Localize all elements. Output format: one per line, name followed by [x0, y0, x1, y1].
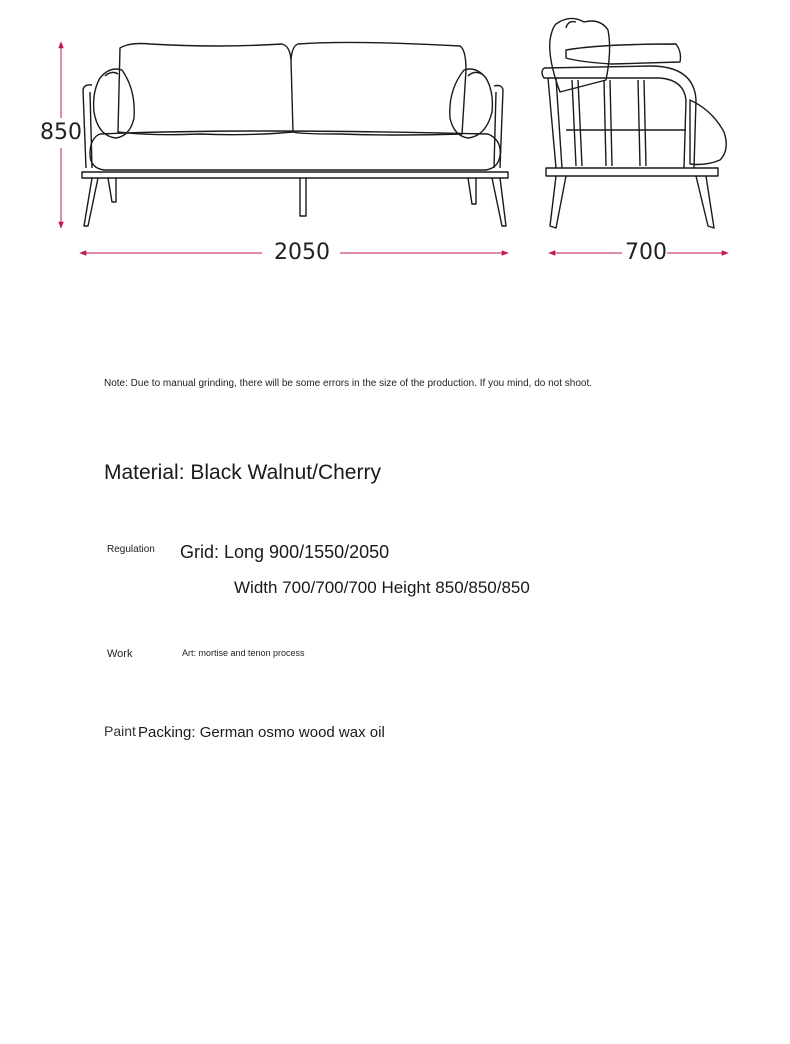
depth-dimension-label: 700 — [625, 240, 667, 265]
work-value: Art: mortise and tenon process — [182, 648, 305, 658]
sofa-front-view — [82, 42, 508, 226]
paint-label: Paint — [104, 723, 136, 739]
size-note: Note: Due to manual grinding, there will be some errors in the size of the production. If you mind, do not shoot. — [104, 378, 593, 389]
dimension-arrows — [61, 42, 728, 253]
length-dimension-label: 2050 — [274, 240, 330, 265]
material-heading: Material: Black Walnut/Cherry — [104, 461, 381, 484]
regulation-width-height: Width 700/700/700 Height 850/850/850 — [234, 578, 530, 597]
work-label: Work — [107, 648, 133, 660]
height-dimension-label: 850 — [40, 120, 82, 145]
sofa-dimension-drawing — [0, 0, 790, 300]
regulation-grid-length: Grid: Long 900/1550/2050 — [180, 542, 390, 562]
sofa-side-view — [542, 18, 726, 228]
paint-value: Packing: German osmo wood wax oil — [138, 724, 385, 741]
regulation-label: Regulation — [107, 544, 155, 555]
